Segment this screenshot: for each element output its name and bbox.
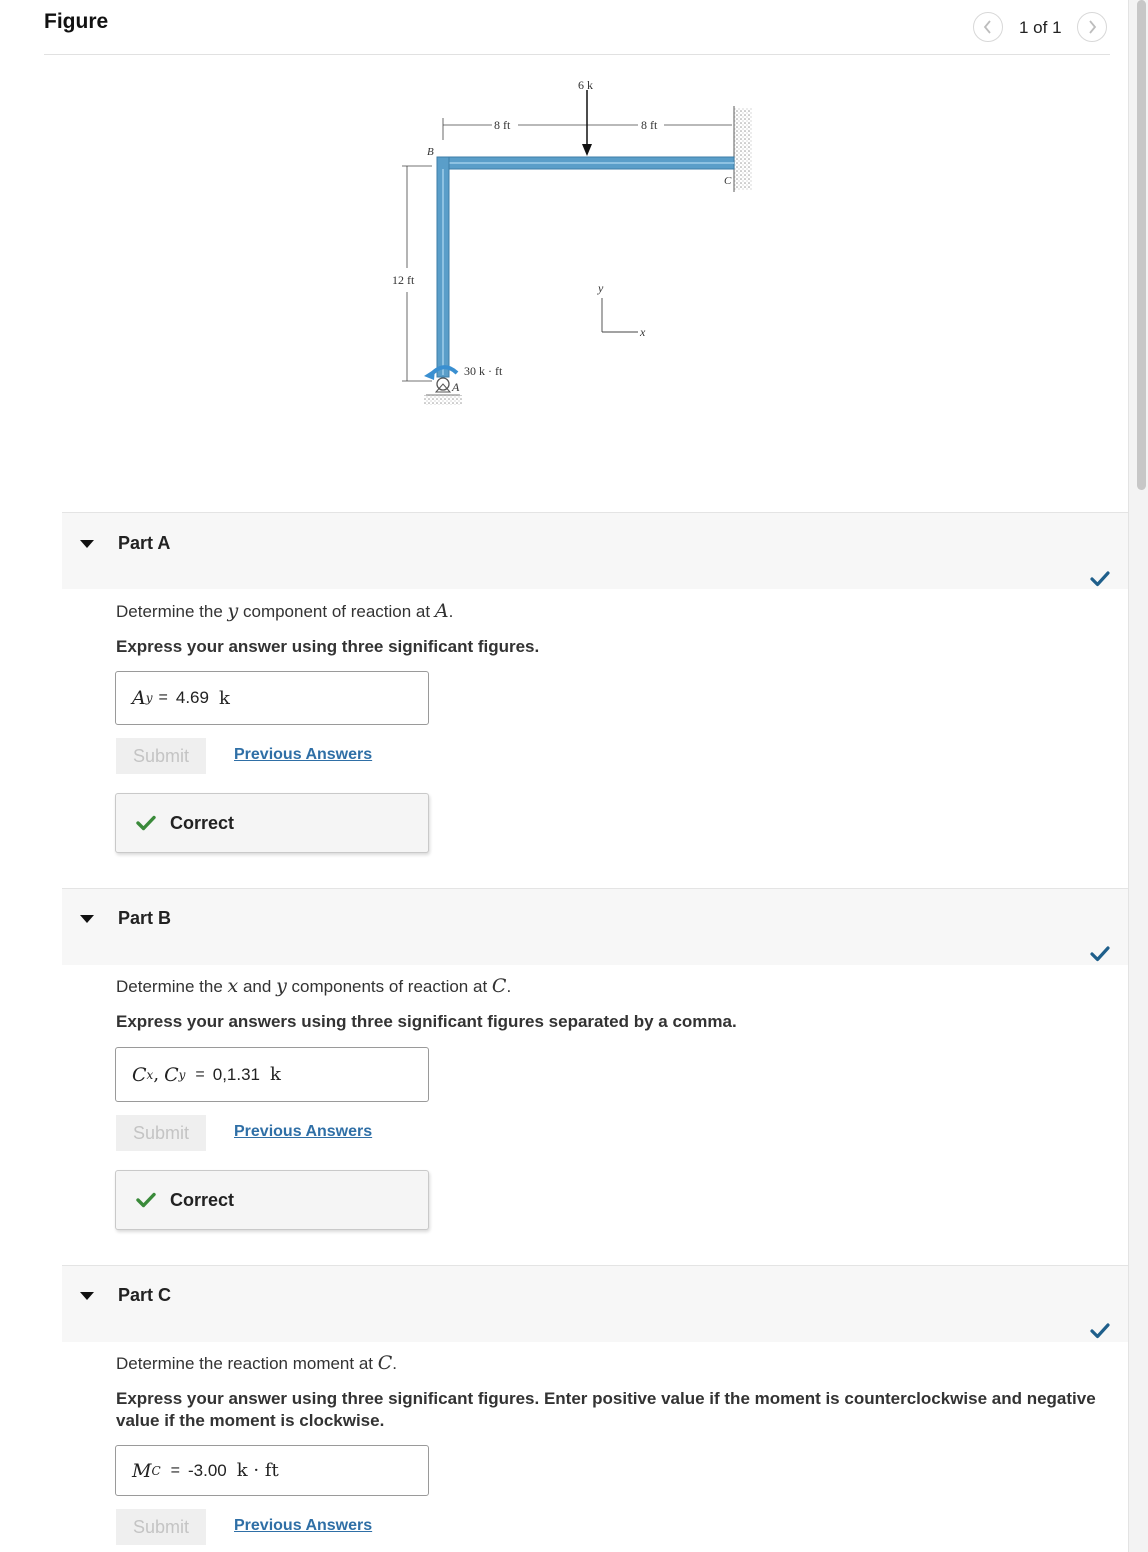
frame-diagram [380, 70, 780, 420]
part-c-title[interactable]: Part C [118, 1285, 172, 1305]
part-a-answer-value: 4.69 [175, 688, 209, 707]
part-c-question: Determine the reaction moment at C. [116, 1352, 398, 1374]
label-dist-right: 8 ft [641, 118, 658, 132]
part-c-header[interactable] [62, 1265, 1128, 1342]
correct-check-icon [136, 1192, 156, 1208]
label-load: 6 k [578, 78, 593, 92]
header-divider [44, 54, 1110, 55]
checkmark-icon [1090, 945, 1110, 963]
part-b-title[interactable]: Part B [118, 908, 172, 928]
correct-check-icon [136, 815, 156, 831]
part-b-previous-answers-link[interactable]: Previous Answers [234, 1123, 373, 1140]
part-b-question: Determine the x and y components of reaction at C. [116, 975, 512, 997]
label-point-b: B [427, 146, 434, 158]
figure-title: Figure [44, 10, 109, 33]
wall-support-c [734, 108, 752, 190]
label-dist-left: 8 ft [494, 118, 511, 132]
label-axis-x: x [640, 325, 646, 339]
part-b-feedback: Correct [115, 1170, 429, 1230]
checkmark-icon [1090, 1322, 1110, 1340]
part-a-instruction: Express your answer using three significant figures. [116, 637, 540, 656]
part-b-answer-field[interactable]: C x , C y = 0,1.31 k [115, 1047, 429, 1102]
part-a-question: Determine the y component of reaction at A. [116, 600, 454, 622]
chevron-right-icon [1086, 20, 1098, 34]
chevron-left-icon [982, 20, 994, 34]
part-a-previous-answers-link[interactable]: Previous Answers [234, 746, 373, 763]
checkmark-icon [1090, 570, 1110, 588]
caret-down-icon[interactable] [80, 540, 94, 548]
label-point-c: C [724, 175, 732, 187]
figure-pager: 1 of 1 [1019, 18, 1062, 37]
scrollbar-thumb[interactable] [1137, 0, 1146, 490]
label-axis-y: y [598, 281, 604, 295]
part-a-submit-button[interactable]: Submit [116, 738, 206, 774]
part-b-submit-button[interactable]: Submit [116, 1115, 206, 1151]
label-point-a: A [452, 380, 460, 394]
part-a-title[interactable]: Part A [118, 533, 171, 553]
part-c-answer-value: -3.00 [188, 1460, 227, 1480]
part-b-answer-value: 0,1.31 [212, 1064, 260, 1084]
part-b-instruction: Express your answers using three significant figures separated by a comma. [116, 1012, 737, 1031]
part-c-instruction: Express your answer using three significant figures. Enter positive value if the moment is counterclockwise and negative value if the moment is clockwise. [116, 1389, 1096, 1430]
caret-down-icon[interactable] [80, 915, 94, 923]
next-figure-button[interactable] [1077, 12, 1107, 42]
caret-down-icon[interactable] [80, 1292, 94, 1300]
part-c-previous-answers-link[interactable]: Previous Answers [234, 1517, 373, 1534]
previous-figure-button[interactable] [973, 12, 1003, 42]
part-a-header[interactable] [62, 512, 1128, 589]
part-b-header[interactable] [62, 888, 1128, 965]
part-a-feedback: Correct [115, 793, 429, 853]
label-height: 12 ft [392, 273, 415, 287]
part-c-answer-field[interactable]: M C = -3.00 k · ft [115, 1445, 429, 1496]
label-moment: 30 k · ft [464, 364, 503, 378]
part-a-answer-field[interactable]: A y = 4.69 k [115, 671, 429, 725]
part-c-submit-button[interactable]: Submit [116, 1509, 206, 1545]
